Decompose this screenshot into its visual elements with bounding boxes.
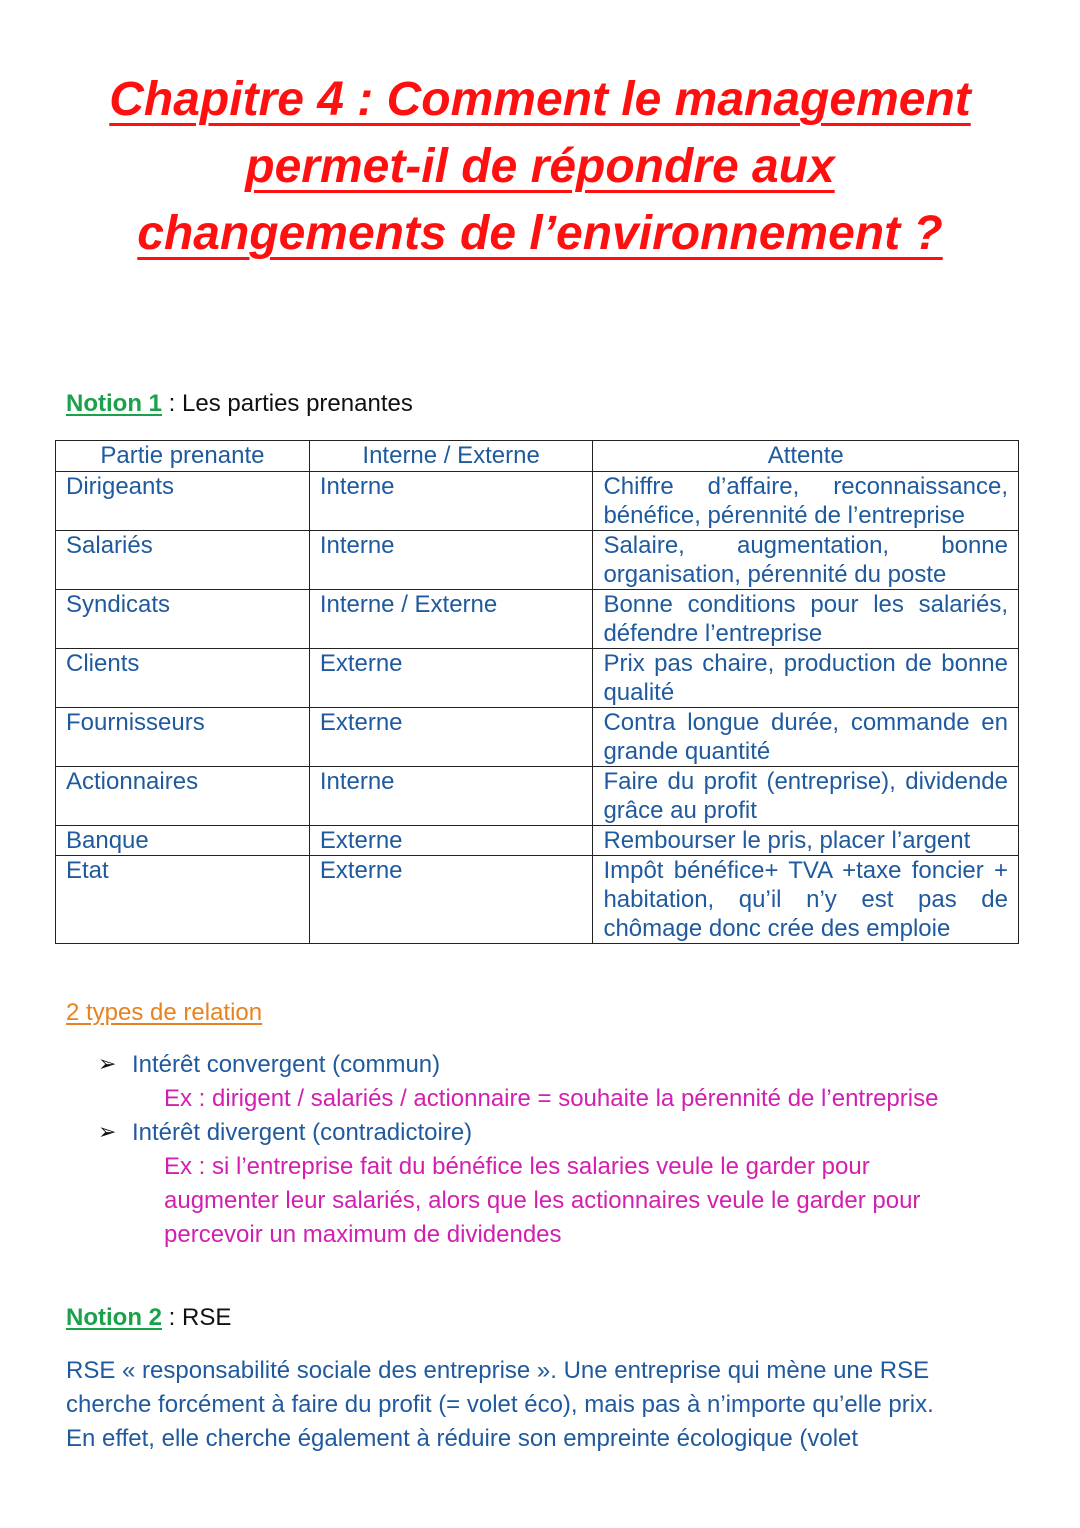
type-cell: Interne	[309, 767, 593, 826]
chapter-title-line: Chapitre 4 : Comment le management	[109, 73, 971, 126]
party-cell: Syndicats	[56, 590, 310, 649]
notion-2-heading	[66, 1303, 231, 1333]
table-row	[56, 708, 1019, 767]
arrow-bullet-icon: ➢	[98, 1052, 117, 1077]
type-cell: Interne	[309, 472, 593, 531]
relations-heading: 2 types de relation	[66, 999, 263, 1026]
table-header-row	[56, 441, 1019, 472]
expectation-cell: Bonne conditions pour les salariés, défendre l’entreprise	[593, 590, 1019, 649]
expectation-cell: Faire du profit (entreprise), dividende grâce au profit	[593, 767, 1019, 826]
party-cell: Etat	[56, 856, 310, 944]
table-row	[56, 531, 1019, 590]
relation-title: Intérêt divergent (contradictoire)	[132, 1119, 473, 1146]
type-cell: Externe	[309, 826, 593, 856]
relation-example: Ex : si l’entreprise fait du bénéfice les salaries veule le garder pour augmenter leur salariés, alors que les actionnaires veule le garder pour percevoir un maximum de dividendes	[164, 1153, 921, 1248]
list-item	[98, 1116, 1018, 1150]
table-row	[56, 767, 1019, 826]
relation-example: Ex : dirigent / salariés / actionnaire = souhaite la pérennité de l’entreprise	[164, 1085, 939, 1112]
rse-line: En effet, elle cherche également à réduire son empreinte écologique (volet	[66, 1425, 859, 1452]
header-type: Interne / Externe	[309, 441, 593, 472]
chapter-title-line: changements de l’environnement ?	[137, 207, 943, 260]
type-cell: Interne / Externe	[309, 590, 593, 649]
party-cell: Actionnaires	[56, 767, 310, 826]
list-item	[98, 1048, 1018, 1082]
stakeholders-table	[55, 440, 1019, 944]
notion-1-separator: :	[162, 390, 183, 417]
party-cell: Dirigeants	[56, 472, 310, 531]
chapter-title	[40, 66, 1040, 267]
type-cell: Externe	[309, 708, 593, 767]
type-cell: Interne	[309, 531, 593, 590]
header-expectation: Attente	[593, 441, 1019, 472]
party-cell: Fournisseurs	[56, 708, 310, 767]
type-cell: Externe	[309, 856, 593, 944]
arrow-bullet-icon: ➢	[98, 1120, 117, 1145]
table-row	[56, 826, 1019, 856]
chapter-title-line: permet-il de répondre aux	[245, 140, 835, 193]
expectation-cell: Prix pas chaire, production de bonne qualité	[593, 649, 1019, 708]
rse-line: RSE « responsabilité sociale des entreprise ». Une entreprise qui mène une RSE	[66, 1357, 930, 1384]
expectation-cell: Salaire, augmentation, bonne organisation, pérennité du poste	[593, 531, 1019, 590]
expectation-cell: Contra longue durée, commande en grande quantité	[593, 708, 1019, 767]
party-cell: Clients	[56, 649, 310, 708]
notion-1-label: Notion 1	[66, 390, 162, 417]
notion-2-label: Notion 2	[66, 1304, 162, 1331]
table-row	[56, 472, 1019, 531]
notion-1-heading	[66, 389, 413, 419]
notion-2-text: RSE	[182, 1304, 232, 1331]
expectation-cell: Rembourser le pris, placer l’argent	[593, 826, 1019, 856]
rse-line: cherche forcément à faire du profit (= volet éco), mais pas à n’importe qu’elle prix.	[66, 1391, 934, 1418]
expectation-cell: Chiffre d’affaire, reconnaissance, bénéfice, pérennité de l’entreprise	[593, 472, 1019, 531]
header-party: Partie prenante	[56, 441, 310, 472]
relations-list	[98, 1048, 1018, 1252]
notion-2-separator: :	[162, 1304, 183, 1331]
table-row	[56, 590, 1019, 649]
expectation-cell: Impôt bénéfice+ TVA +taxe foncier + habitation, qu’il n’y est pas de chômage donc crée des emploie	[593, 856, 1019, 944]
party-cell: Banque	[56, 826, 310, 856]
rse-paragraph	[66, 1354, 996, 1456]
table-row	[56, 649, 1019, 708]
type-cell: Externe	[309, 649, 593, 708]
party-cell: Salariés	[56, 531, 310, 590]
table-row	[56, 856, 1019, 944]
relation-title: Intérêt convergent (commun)	[132, 1051, 441, 1078]
notion-1-text: Les parties prenantes	[182, 390, 413, 417]
